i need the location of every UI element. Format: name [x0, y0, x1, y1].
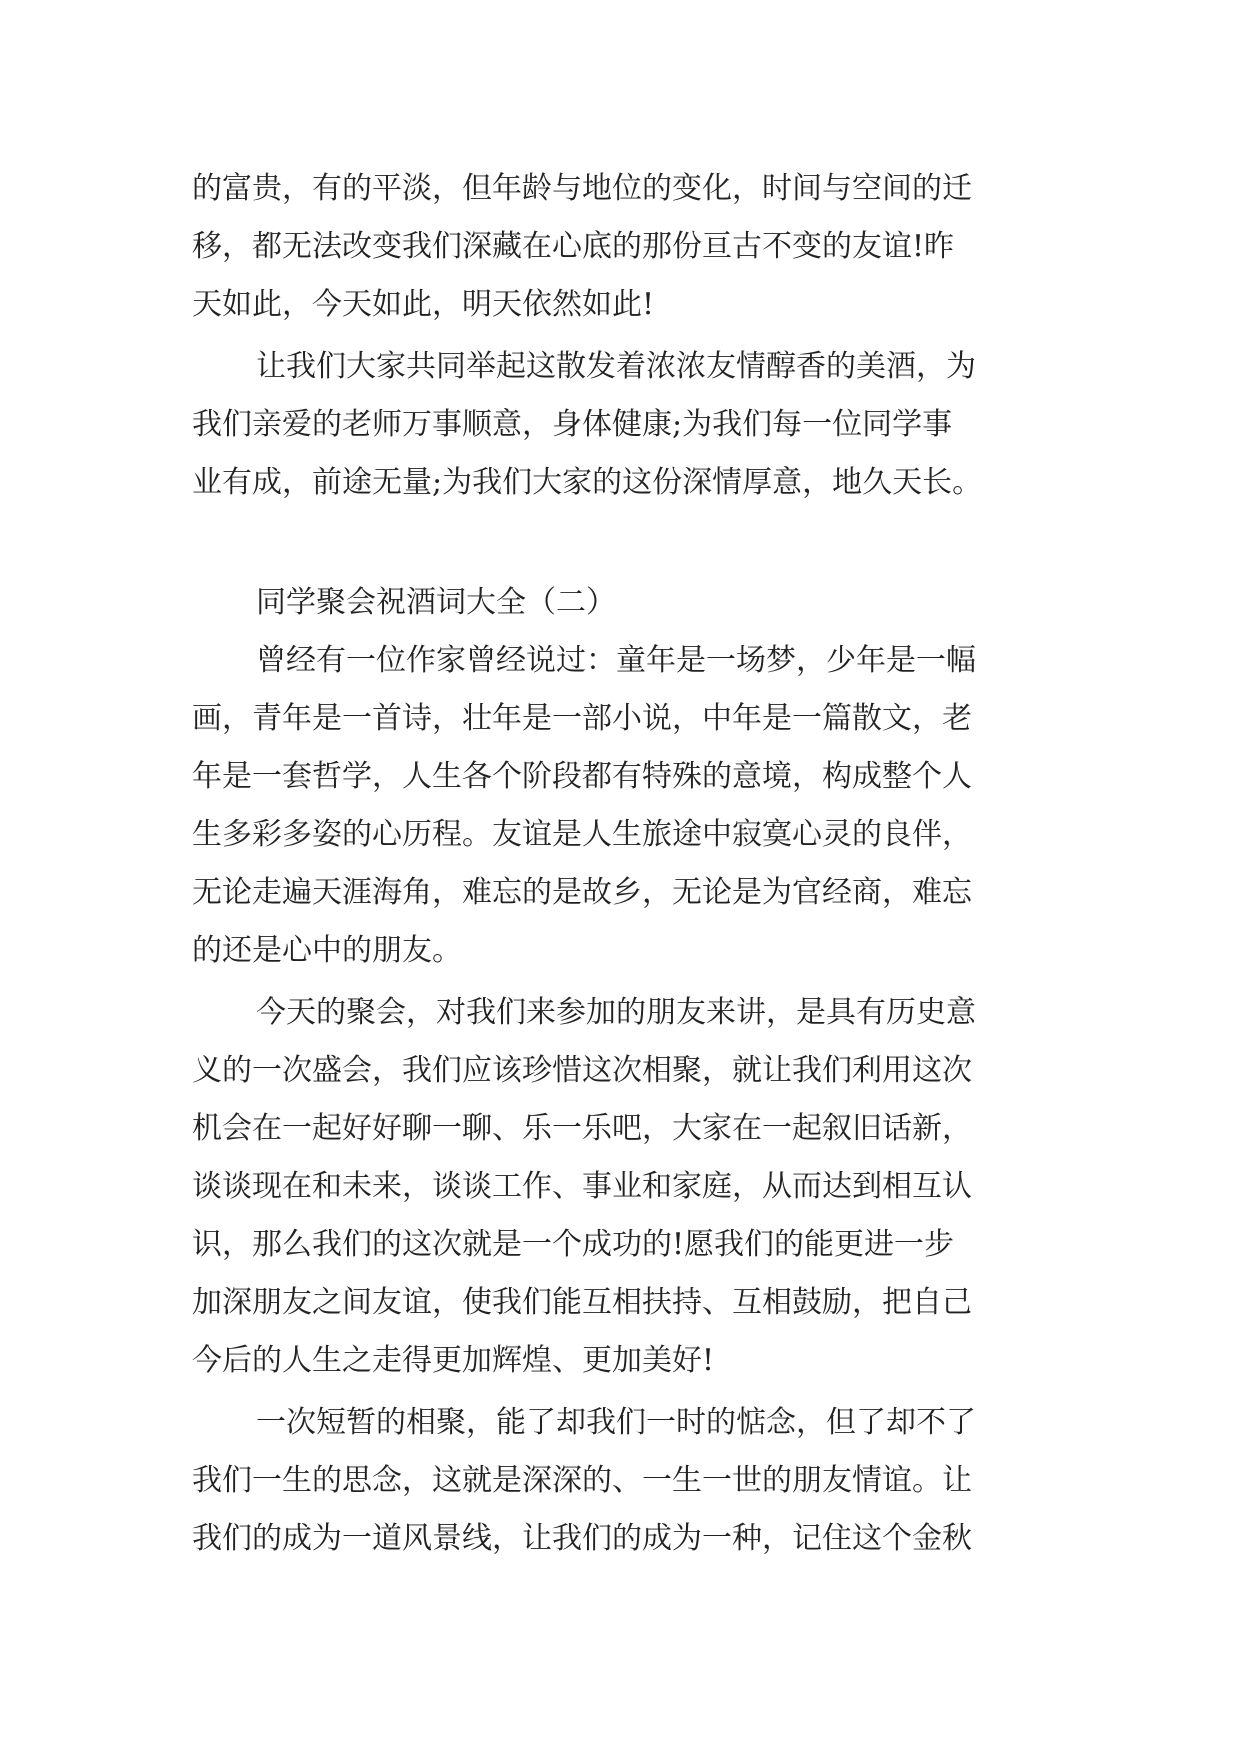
- document-body: [192, 160, 1057, 1568]
- text-line: 让我们大家共同举起这散发着浓浓友情醇香的美酒，为: [256, 349, 976, 384]
- body-paragraph: [192, 632, 1057, 980]
- text-line: 的富贵，有的平淡，但年龄与地位的变化，时间与空间的迁: [192, 171, 972, 206]
- text-line: 今天的聚会，对我们来参加的朋友来讲，是具有历史意: [256, 995, 976, 1030]
- text-line: 画，青年是一首诗，壮年是一部小说，中年是一篇散文，老: [192, 701, 972, 736]
- toast-paragraph: [192, 338, 1057, 512]
- text-line: 加深朋友之间友谊，使我们能互相扶持、互相鼓励，把自己: [192, 1285, 972, 1320]
- text-line: 我们一生的思念，这就是深深的、一生一世的朋友情谊。让: [192, 1463, 972, 1498]
- text-line: 机会在一起好好聊一聊、乐一乐吧，大家在一起叙旧话新，: [192, 1111, 972, 1146]
- text-line: 谈谈现在和未来，谈谈工作、事业和家庭，从而达到相互认: [192, 1169, 972, 1204]
- text-line: 识，那么我们的这次就是一个成功的!愿我们的能更进一步: [192, 1227, 955, 1262]
- text-line: 天如此，今天如此，明天依然如此!: [192, 287, 655, 322]
- text-line: 我们亲爱的老师万事顺意，身体健康;为我们每一位同学事: [192, 407, 953, 442]
- body-paragraph: [192, 1394, 1057, 1568]
- text-line: 一次短暂的相聚，能了却我们一时的惦念，但了却不了: [256, 1405, 976, 1440]
- text-line: 义的一次盛会，我们应该珍惜这次相聚，就让我们利用这次: [192, 1053, 972, 1088]
- body-paragraph: [192, 984, 1057, 1390]
- text-line: 年是一套哲学，人生各个阶段都有特殊的意境，构成整个人: [192, 759, 972, 794]
- text-line: 无论走遍天涯海角，难忘的是故乡，无论是为官经商，难忘: [192, 875, 972, 910]
- text-line: 我们的成为一道风景线，让我们的成为一种，记住这个金秋: [192, 1521, 972, 1556]
- text-line: 的还是心中的朋友。: [192, 933, 462, 968]
- text-line: 生多彩多姿的心历程。友谊是人生旅途中寂寞心灵的良伴，: [192, 817, 972, 852]
- text-line: 今后的人生之走得更加辉煌、更加美好!: [192, 1343, 715, 1378]
- text-line: 业有成，前途无量;为我们大家的这份深情厚意，地久天长。: [192, 465, 983, 500]
- text-line: 曾经有一位作家曾经说过：童年是一场梦，少年是一幅: [256, 643, 976, 678]
- section-heading: 同学聚会祝酒词大全（二）: [256, 585, 616, 620]
- text-line: 移，都无法改变我们深藏在心底的那份亘古不变的友谊!昨: [192, 229, 955, 264]
- intro-paragraph: [192, 160, 1057, 334]
